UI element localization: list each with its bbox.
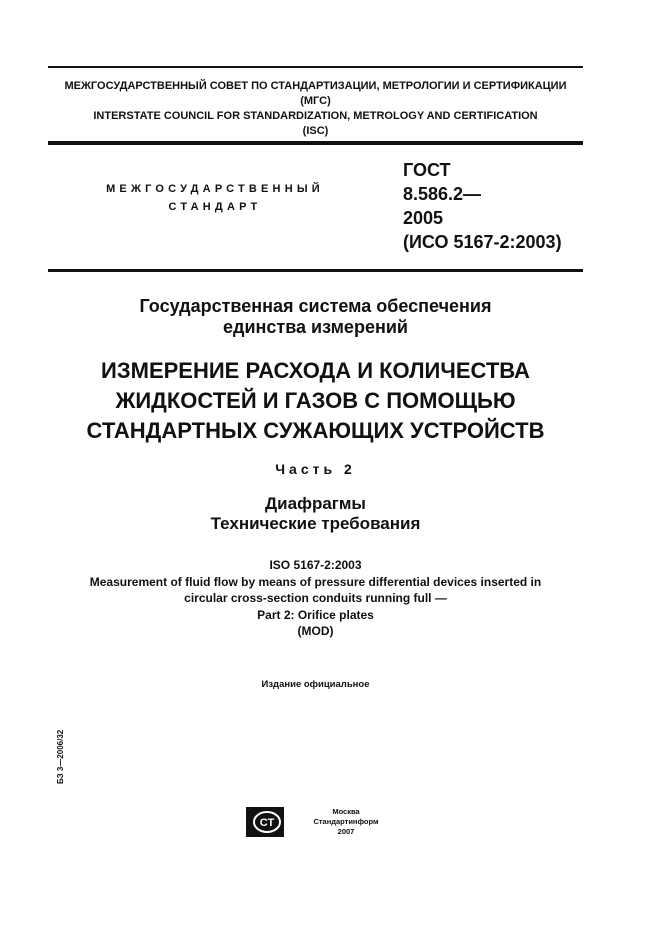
- designation-rule: [48, 269, 583, 272]
- top-rule: [48, 66, 583, 68]
- system-title-line2: единства измерений: [223, 317, 408, 337]
- council-en-abbr: (ISC): [302, 125, 329, 137]
- edition-label: Издание официальное: [261, 679, 370, 690]
- standard-type: [80, 180, 350, 216]
- iso-mod: (MOD): [297, 624, 334, 638]
- main-title-line1: ИЗМЕРЕНИЕ РАСХОДА И КОЛИЧЕСТВА: [101, 358, 530, 383]
- gost-number: 8.586.2—: [403, 184, 482, 204]
- publisher-logo-text: СТ: [259, 817, 275, 829]
- main-title-line3: СТАНДАРТНЫХ СУЖАЮЩИХ УСТРОЙСТВ: [86, 418, 545, 443]
- council-ru-abbr: (МГС): [300, 95, 331, 107]
- publisher-logo-icon: [246, 807, 284, 837]
- iso-reference-block: [48, 557, 583, 640]
- gost-designation: [403, 158, 562, 254]
- main-title: [48, 356, 583, 446]
- gost-iso-ref: (ИСО 5167-2:2003): [403, 232, 562, 252]
- publisher-city: Москва: [332, 807, 360, 816]
- council-en-name: INTERSTATE COUNCIL FOR STANDARDIZATION, METROLOGY AND CERTIFICATION: [93, 110, 538, 122]
- publisher-name: Стандартинформ: [313, 817, 379, 826]
- iso-title-line2: circular cross-section conduits running full —: [184, 591, 447, 605]
- council-header: [48, 79, 583, 139]
- publisher-block: [286, 807, 406, 837]
- system-title-line1: Государственная система обеспечения: [139, 296, 492, 316]
- iso-title-line1: Measurement of fluid flow by means of pressure differential devices inserted in: [89, 574, 542, 589]
- part-label: Часть 2: [275, 461, 356, 477]
- publisher-year: 2007: [337, 827, 355, 836]
- standard-type-line1: МЕЖГОСУДАРСТВЕННЫЙ: [106, 183, 324, 195]
- system-title: [48, 296, 583, 338]
- sub-title: [48, 494, 583, 534]
- header-rule: [48, 141, 583, 145]
- council-ru-name: МЕЖГОСУДАРСТВЕННЫЙ СОВЕТ ПО СТАНДАРТИЗАЦИИ, МЕТРОЛОГИИ И СЕРТИФИКАЦИИ: [64, 80, 567, 92]
- side-code: БЗ 3—2006/32: [56, 729, 65, 784]
- iso-part: Part 2: Orifice plates: [257, 607, 374, 622]
- iso-code: ISO 5167-2:2003: [269, 558, 362, 572]
- gost-year: 2005: [403, 208, 444, 228]
- gost-prefix: ГОСТ: [403, 160, 451, 180]
- sub-title-line1: Диафрагмы: [265, 494, 366, 513]
- standard-type-line2: СТАНДАРТ: [168, 201, 262, 213]
- sub-title-line2: Технические требования: [210, 514, 421, 533]
- main-title-line2: ЖИДКОСТЕЙ И ГАЗОВ С ПОМОЩЬЮ: [115, 388, 516, 413]
